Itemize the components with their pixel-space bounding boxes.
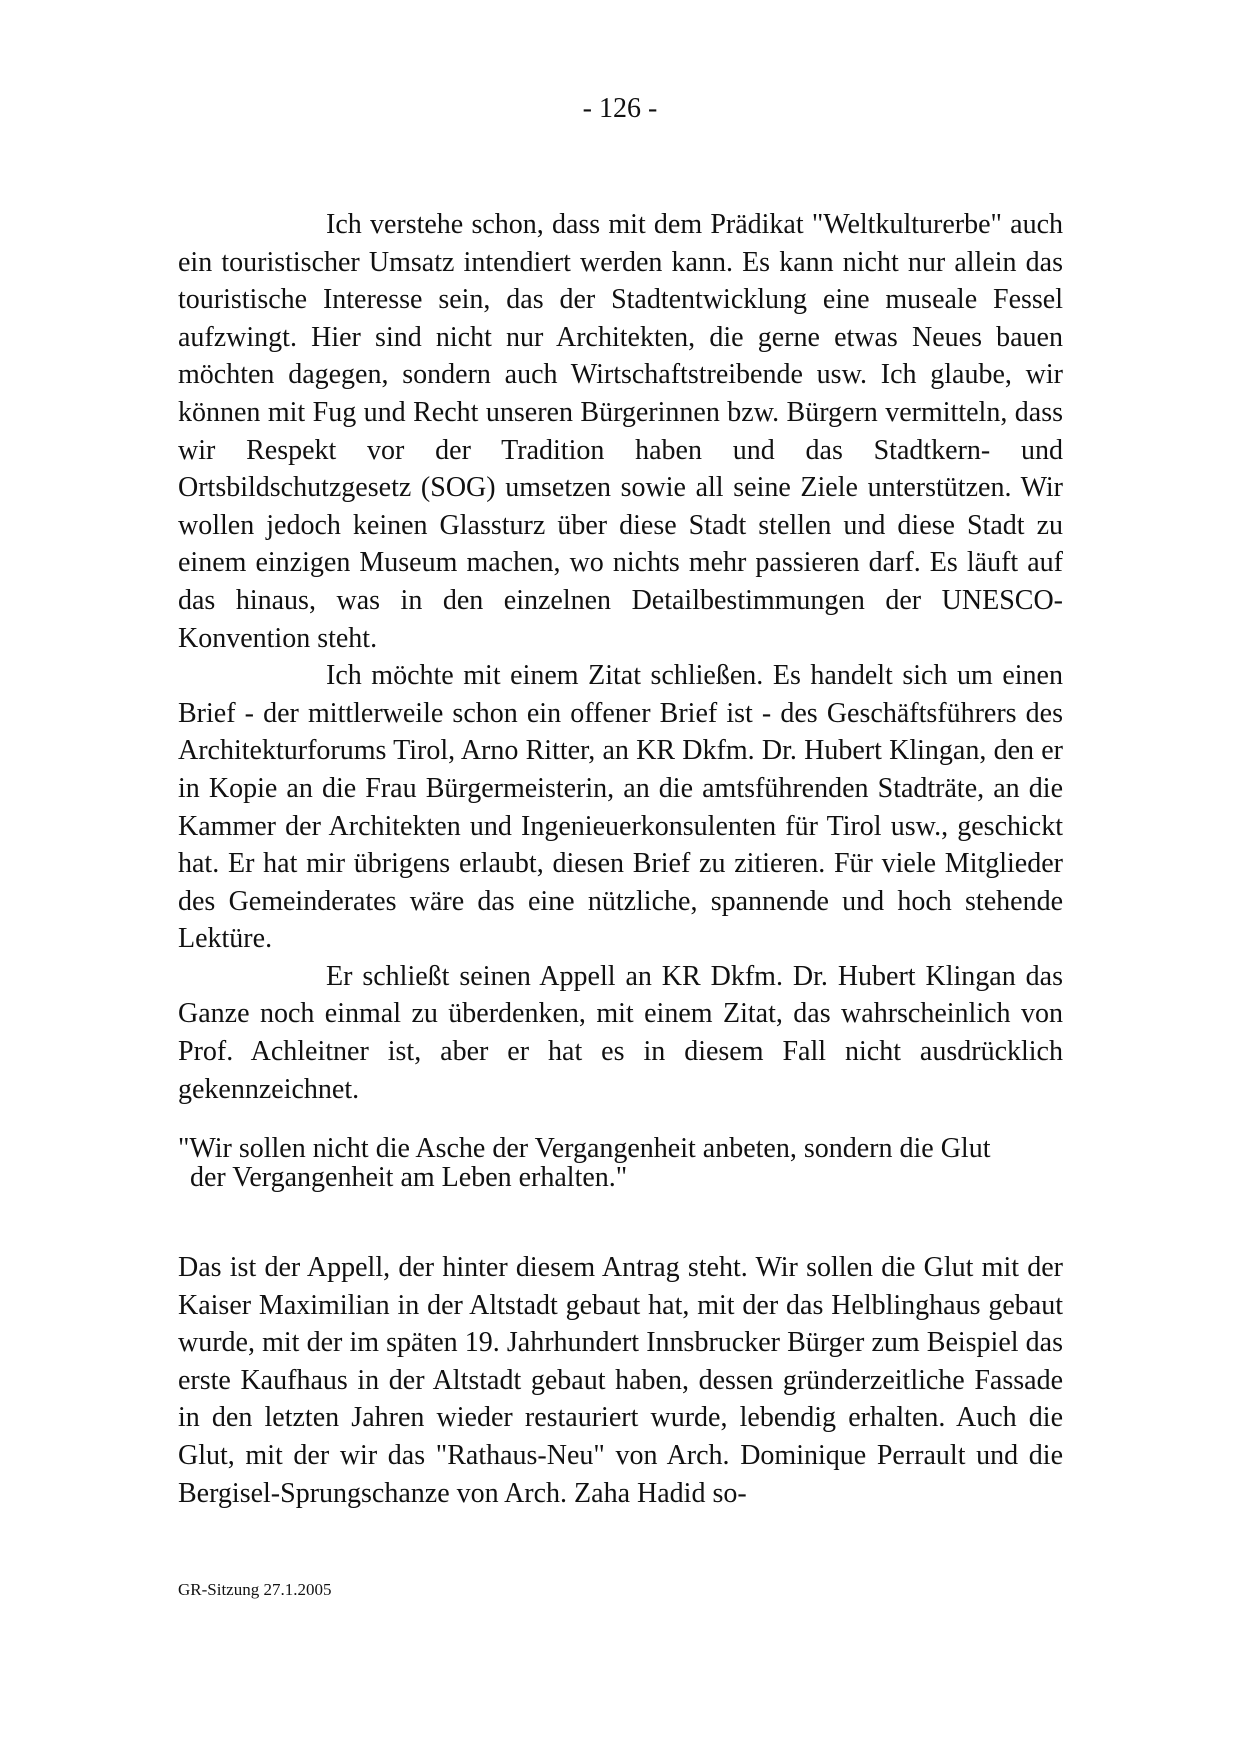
body-text <box>178 206 1063 1108</box>
page-number: - 126 - <box>582 93 658 124</box>
paragraph-appeal: Er schließt seinen Appell an KR Dkfm. Dr. Hubert Klingan das Ganze noch einmal zu überdenken, mit einem Zitat, das wahrscheinlich von Prof. Achleitner ist, aber er hat es in diesem Fall nicht ausdrücklich gekennzeichnet. <box>178 960 1063 1105</box>
footer-session-date: GR-Sitzung 27.1.2005 <box>178 1580 332 1599</box>
paragraph-world-heritage: Ich verstehe schon, dass mit dem Prädikat "Weltkulturerbe" auch ein touristischer Umsatz intendiert werden kann. Es kann nicht nur allein das touristische Interesse sein, das der Stadtentwicklung eine museale Fessel aufzwingt. Hier sind nicht nur Architekten, die gerne etwas Neues bauen möchten dagegen, sondern auch Wirtschaftstreibende usw. Ich glaube, wir können mit Fug und Recht unseren Bürgerinnen bzw. Bürgern vermitteln, dass wir Respekt vor der Tradition haben und das Stadtkern- und Ortsbildschutzgesetz (SOG) umsetzen sowie all seine Ziele unterstützen. Wir wollen jedoch keinen Glassturz über diese Stadt stellen und diese Stadt zu einem einzigen Museum machen, wo nichts mehr passieren darf. Es läuft auf das hinaus, was in den einzelnen Detailbestimmungen der UNESCO-Konvention steht. <box>178 209 1063 654</box>
paragraph-closing: Das ist der Appell, der hinter diesem Antrag steht. Wir sollen die Glut mit der Kaiser Maximilian in der Altstadt gebaut hat, mit der das Helblinghaus gebaut wurde, mit der im späten 19. Jahrhundert Innsbrucker Bürger zum Beispiel das erste Kaufhaus in der Altstadt gebaut haben, dessen gründerzeitliche Fassade in den letzten Jahren wieder restauriert wurde, lebendig erhalten. Auch die Glut, mit der wir das "Rathaus-Neu" von Arch. Dominique Perrault und die Bergisel-Sprungschanze von Arch. Zaha Hadid so- <box>178 1252 1063 1509</box>
quotation-line-1: "Wir sollen nicht die Asche der Vergangenheit anbeten, sondern die Glut <box>178 1133 991 1164</box>
paragraph-letter-quote-intro: Ich möchte mit einem Zitat schließen. Es handelt sich um einen Brief - der mittlerweile schon ein offener Brief ist - des Geschäftsführers des Architekturforums Tirol, Arno Ritter, an KR Dkfm. Dr. Hubert Klingan, den er in Kopie an die Frau Bürgermeisterin, an die amtsführenden Stadträte, an die Kammer der Architekten und Ingenieuerkonsulenten für Tirol usw., geschickt hat. Er hat mir übrigens erlaubt, diesen Brief zu zitieren. Für viele Mitglieder des Gemeinderates wäre das eine nützliche, spannende und hoch stehende Lektüre. <box>178 660 1063 955</box>
quotation-line-2: der Vergangenheit am Leben erhalten." <box>190 1162 628 1193</box>
quotation <box>178 1134 1063 1192</box>
closing-text <box>178 1249 1063 1512</box>
